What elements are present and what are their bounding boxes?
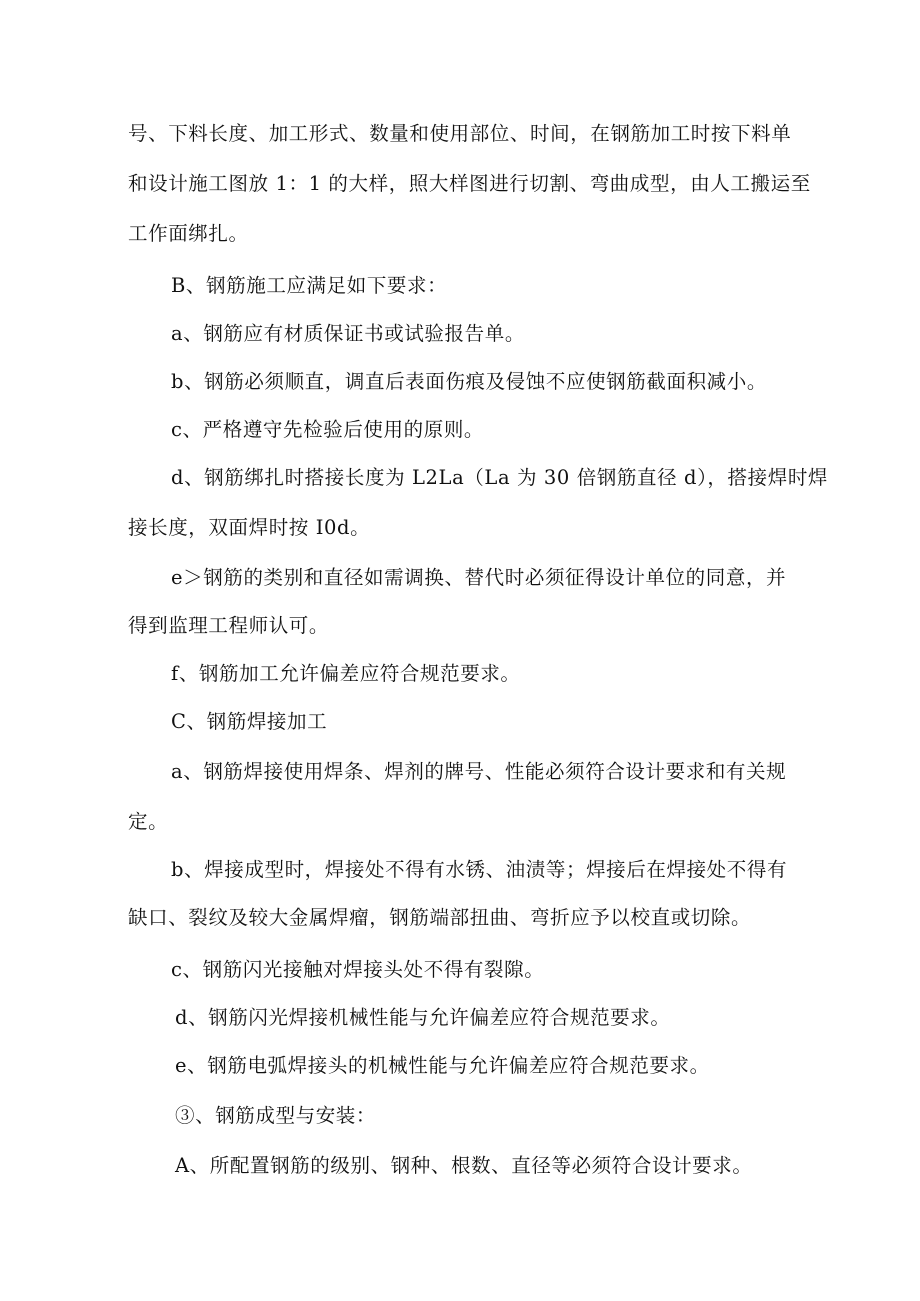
text-line: B、钢筋施工应满足如下要求： (171, 274, 448, 297)
text-line: e＞钢筋的类别和直径如需调换、替代时必须征得设计单位的同意，并 (171, 566, 787, 589)
text-line: b、钢筋必须顺直，调直后表面伤痕及侵蚀不应使钢筋截面积减小。 (171, 370, 767, 393)
text-line: b、焊接成型时，焊接处不得有水锈、油渍等；焊接后在焊接处不得有 (171, 858, 788, 881)
text-line: 得到监理工程师认可。 (128, 614, 330, 637)
text-line: 工作面绑扎。 (128, 222, 249, 245)
text-line: C、钢筋焊接加工 (171, 710, 328, 733)
text-line: d、钢筋闪光焊接机械性能与允许偏差应符合规范要求。 (175, 1006, 671, 1029)
text-line: 和设计施工图放 1：1 的大样，照大样图进行切割、弯曲成型，由人工搬运至 (128, 172, 811, 195)
text-line: c、严格遵守先检验后使用的原则。 (171, 418, 485, 441)
text-line: 定。 (128, 810, 169, 833)
text-line: ③、钢筋成型与安装： (175, 1104, 377, 1127)
text-line: c、钢筋闪光接触对焊接头处不得有裂隙。 (171, 958, 545, 981)
text-line: e、钢筋电弧焊接头的机械性能与允许偏差应符合规范要求。 (175, 1054, 710, 1077)
text-line: d、钢筋绑扎时搭接长度为 L2La（La 为 30 倍钢筋直径 d），搭接焊时焊 (171, 466, 829, 489)
text-line: 接长度，双面焊时按 I0d。 (128, 516, 371, 539)
text-line: 缺口、裂纹及较大金属焊瘤，钢筋端部扭曲、弯折应予以校直或切除。 (128, 906, 752, 929)
text-line: A、所配置钢筋的级别、钢种、根数、直径等必须符合设计要求。 (175, 1154, 753, 1177)
text-line: f、钢筋加工允许偏差应符合规范要求。 (171, 662, 521, 685)
text-line: a、钢筋应有材质保证书或试验报告单。 (171, 322, 525, 345)
text-line: 号、下料长度、加工形式、数量和使用部位、时间，在钢筋加工时按下料单 (128, 122, 792, 145)
text-line: a、钢筋焊接使用焊条、焊剂的牌号、性能必须符合设计要求和有关规 (171, 760, 787, 783)
